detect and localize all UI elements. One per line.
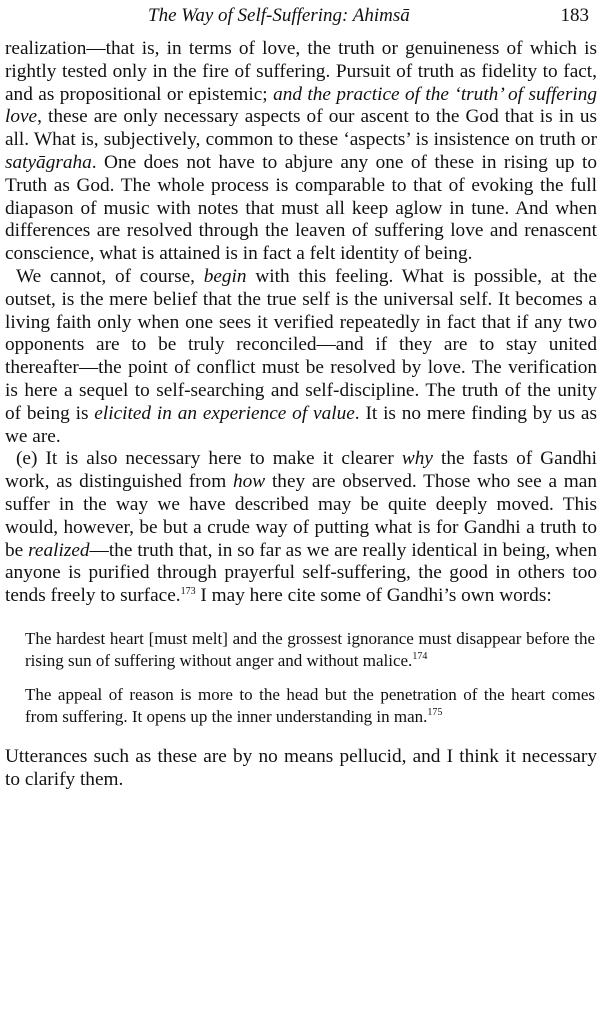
paragraph-4: Utterances such as these are by no means pellucid, and I think it necessary to clarify them.: [5, 745, 597, 790]
footnote-ref-174: 174: [412, 650, 428, 662]
block-quote-2: The appeal of reason is more to the head but the penetration of the heart comes from suffering. It opens up the inner understanding in man.$^{175}$: [25, 684, 595, 726]
paragraph-2: We cannot, of course, begin with this feeling. What is possible, at the outset, is the mere belief that the true self is the universal self. It becomes a living faith only when one sees it verified repeatedly in fact that if any two opponents are to be truly reconciled—and if they are to stay united thereafter—the point of conflict must be resolved by love. The verification is here a sequel to self-searching and self-discipline. The truth of the unity of being is elicited in an experience of value. It is no mere finding by us as we are.: [5, 265, 597, 447]
block-quote-1: The hardest heart [must melt] and the grossest ignorance must disappear before the rising sun of suffering without anger and without malice.$^{174}$: [25, 628, 595, 670]
section-label: (e): [16, 448, 38, 470]
closing-text: [5, 746, 597, 792]
paragraph-1: realization—that is, in terms of love, the truth or genuineness of which is rightly tested only in the fire of suffering. Pursuit of truth as fidelity to fact, and as propositional or epistemic; and the practice of the ‘truth’ of suffering love, these are only necessary aspects of our ascent to the God that is in us all. What is, subjectively, common to these ‘aspects’ is insistence on truth or satyāgraha. One does not have to abjure any one of these in rising up to Truth as God. The whole process is comparable to that of evoking the full diapason of music with notes that must all keep aglow in tune. And when differences are resolved through the leaven of suffering love and renascent conscience, what is attained is in fact a felt identity of being.: [5, 38, 598, 265]
book-page: [5, 0, 597, 792]
running-header: [5, 0, 597, 38]
running-title: The Way of Self-Suffering: Ahimsā: [148, 5, 410, 26]
page-number: 183: [560, 5, 589, 26]
main-text: [5, 38, 597, 608]
paragraph-3: (e) It is also necessary here to make it clearer why the fasts of Gandhi work, as distinguished from how they are observed. Those who see a man suffer in the way we have described may be quite deeply moved. This would, however, be but a crude way of putting what is for Gandhi a truth to be realized—the truth that, in so far as we are really identical in being, when anyone is purified through prayerful self-suffering, the good in others too tends freely to surface.$^{173}$ I may here cite some of Gandhi’s own words:: [5, 448, 597, 607]
block-quotes: [25, 628, 595, 728]
footnote-ref-175: 175: [427, 706, 443, 718]
footnote-ref-173: 173: [180, 586, 196, 598]
